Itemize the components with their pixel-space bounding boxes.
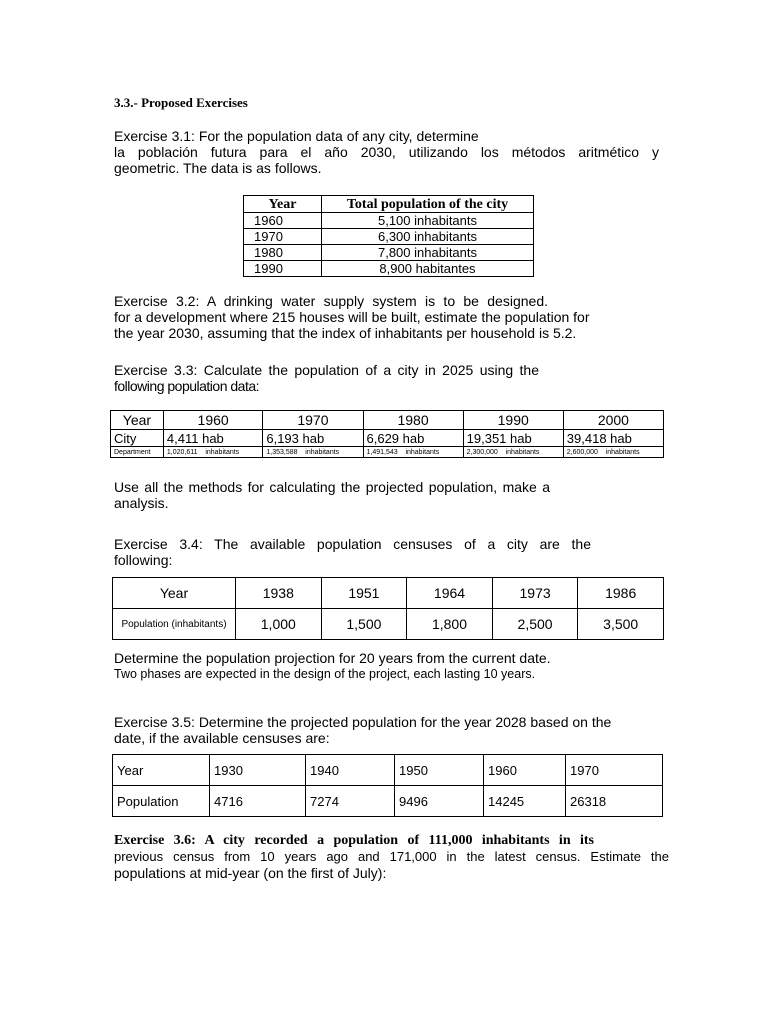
cell-year: 1940 [306,755,395,786]
exercise-3-5-line-2: date, if the available censuses are: [114,730,330,746]
department-value: 1,353,588 [266,448,298,456]
row-label-department: Department [111,447,164,458]
cell-population: 1,000 [236,609,322,640]
cell-year: 1930 [210,755,306,786]
exercise-3-1-line-2: la población futura para el año 2030, utilizando los métodos aritmético y [114,144,659,160]
section-heading: 3.3.- Proposed Exercises [114,95,248,110]
cell-population: 7,800 inhabitants [322,245,534,261]
table-row [244,229,534,245]
exercise-3-4-text [114,536,591,568]
exercise-3-1-line-1: Exercise 3.1: For the population data of any city, determine [114,128,479,144]
cell-population: 26318 [566,786,663,817]
exercise-3-1-text [114,128,659,176]
cell-year: 1951 [321,578,407,609]
cell-year: 1973 [492,578,578,609]
cell-city-population: 39,418 hab [563,430,663,447]
table-header-row [244,196,534,213]
cell-population: 7274 [306,786,395,817]
department-value: 2,600,000 [566,448,598,456]
exercise-3-3-instructions [114,479,550,511]
exercise-3-2-text [114,293,634,341]
exercise-3-6-line-2: previous census from 10 years ago and 171,000 in the latest census. Estimate the [114,849,669,864]
exercise-3-6-line-3: populations at mid-year (on the first of July): [114,865,387,881]
exercise-3-4-line-2: following: [114,552,173,568]
table-city-population [243,195,534,277]
exercise-3-2-line-2: for a development where 215 houses will be built, estimate the population for [114,309,590,325]
exercise-3-5-text [114,714,659,746]
row-label-population: Population [113,786,210,817]
department-value: 2,300,000 [466,448,498,456]
cell-city-population: 6,629 hab [363,430,463,447]
exercise-3-4-instructions [114,650,674,682]
cell-department-population [163,447,262,458]
cell-year: 1950 [395,755,484,786]
exercise-3-4-after-line-2: Two phases are expected in the design of the project, each lasting 10 years. [114,667,536,681]
cell-population: 1,800 [407,609,493,640]
cell-year: 1960 [484,755,566,786]
row-label-population: Population (inhabitants) [113,609,236,640]
cell-population: 1,500 [321,609,407,640]
cell-population: 6,300 inhabitants [322,229,534,245]
cell-year: 1960 [244,213,322,229]
table-row [113,578,664,609]
cell-department-population [263,447,363,458]
exercise-3-2-line-3: the year 2030, assuming that the index of inhabitants per household is 5.2. [114,325,577,341]
table-row [111,447,664,458]
cell-department-population [563,447,663,458]
cell-city-population: 19,351 hab [463,430,563,447]
header-year-value: 1990 [463,411,563,430]
cell-population: 3,500 [578,609,664,640]
department-unit: inhabitants [305,448,340,456]
table-census-population [112,577,664,640]
cell-year: 1964 [407,578,493,609]
cell-population: 4716 [210,786,306,817]
cell-department-population [463,447,563,458]
exercise-3-4-line-1: Exercise 3.4: The available population censuses of a city are the [114,536,591,552]
department-unit: inhabitants [205,448,240,456]
department-value: 1,020,611 [166,448,198,456]
cell-year: 1986 [578,578,664,609]
table-row [111,430,664,447]
exercise-3-3-text [114,362,539,394]
table-available-censuses [112,754,663,817]
row-label-city: City [111,430,164,447]
exercise-3-2-line-1: Exercise 3.2: A drinking water supply system is to be designed. [114,293,548,309]
exercise-3-3-after-line-2: analysis. [114,495,169,511]
cell-population: 14245 [484,786,566,817]
cell-year: 1980 [244,245,322,261]
cell-population: 9496 [395,786,484,817]
exercise-3-3-line-2: following population data: [114,378,260,394]
row-label-year: Year [113,755,210,786]
cell-year: 1938 [236,578,322,609]
cell-city-population: 6,193 hab [263,430,363,447]
exercise-3-4-after-line-1: Determine the population projection for 20 years from the current date. [114,650,551,666]
cell-year: 1970 [566,755,663,786]
table-row [244,261,534,277]
department-unit: inhabitants [505,448,540,456]
table-row [244,213,534,229]
row-label-year: Year [113,578,236,609]
cell-population: 2,500 [492,609,578,640]
cell-city-population: 4,411 hab [163,430,262,447]
exercise-3-1-line-3: geometric. The data is as follows. [114,160,322,176]
header-year-value: 1970 [263,411,363,430]
table-row [113,755,663,786]
exercise-3-5-line-1: Exercise 3.5: Determine the projected population for the year 2028 based on the [114,714,612,730]
department-unit: inhabitants [605,448,640,456]
header-year: Year [111,411,164,430]
table-row [113,786,663,817]
table-row [113,609,664,640]
cell-population: 5,100 inhabitants [322,213,534,229]
cell-year: 1970 [244,229,322,245]
exercise-3-6-text [114,833,669,881]
header-year: Year [244,196,322,213]
exercise-3-3-line-1: Exercise 3.3: Calculate the population of a city in 2025 using the [114,362,539,378]
exercise-3-6-line-1: Exercise 3.6: A city recorded a population of 111,000 inhabitants in its [114,833,594,848]
header-year-value: 2000 [563,411,663,430]
cell-population: 8,900 habitantes [322,261,534,277]
table-city-department-population [110,410,664,458]
cell-year: 1990 [244,261,322,277]
cell-department-population [363,447,463,458]
header-year-value: 1980 [363,411,463,430]
exercise-3-3-after-line-1: Use all the methods for calculating the projected population, make a [114,479,550,495]
department-unit: inhabitants [405,448,440,456]
department-value: 1,491,543 [366,448,398,456]
table-header-row [111,411,664,430]
table-row [244,245,534,261]
header-total-population: Total population of the city [322,196,534,213]
header-year-value: 1960 [163,411,262,430]
